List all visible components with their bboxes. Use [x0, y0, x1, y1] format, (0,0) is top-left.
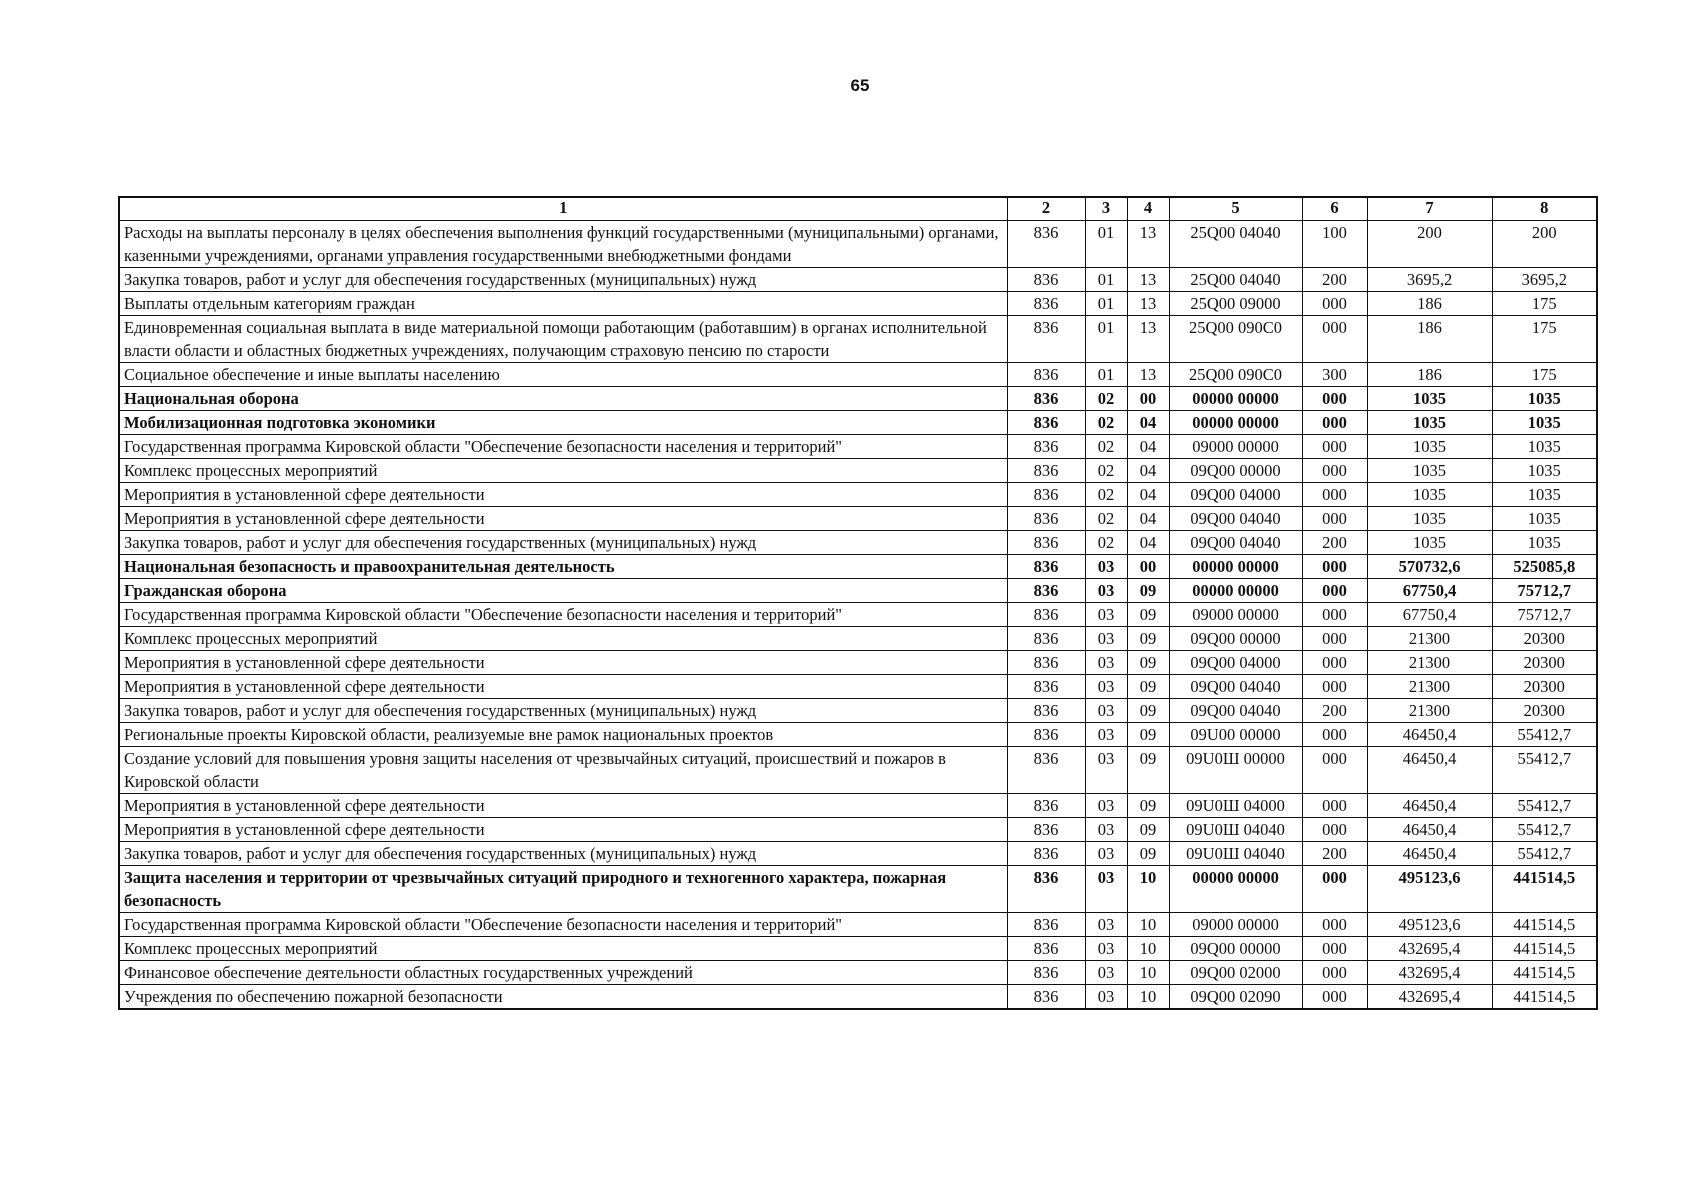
row-code-2: 836 — [1007, 603, 1085, 627]
row-value-8: 441514,5 — [1492, 913, 1597, 937]
header-row — [119, 197, 1597, 221]
row-code-4: 04 — [1127, 459, 1169, 483]
table-row — [119, 937, 1597, 961]
row-value-8: 175 — [1492, 363, 1597, 387]
row-name: Финансовое обеспечение деятельности областных государственных учреждений — [119, 961, 1007, 985]
row-code-4: 09 — [1127, 627, 1169, 651]
row-code-5: 00000 00000 — [1169, 411, 1302, 435]
row-code-6: 000 — [1302, 961, 1367, 985]
row-name: Комплекс процессных мероприятий — [119, 459, 1007, 483]
table-row — [119, 699, 1597, 723]
table-row — [119, 627, 1597, 651]
table-row — [119, 603, 1597, 627]
row-name: Создание условий для повышения уровня защиты населения от чрезвычайных ситуаций, происшествий и пожаров в Кировской области — [119, 747, 1007, 794]
row-code-4: 09 — [1127, 603, 1169, 627]
row-code-4: 04 — [1127, 411, 1169, 435]
row-name: Государственная программа Кировской области "Обеспечение безопасности населения и территорий" — [119, 603, 1007, 627]
row-name: Социальное обеспечение и иные выплаты населению — [119, 363, 1007, 387]
row-code-4: 00 — [1127, 555, 1169, 579]
table-row — [119, 555, 1597, 579]
row-code-6: 000 — [1302, 913, 1367, 937]
row-code-5: 25Q00 090C0 — [1169, 363, 1302, 387]
row-name: Единовременная социальная выплата в виде материальной помощи работающим (работавшим) в органах исполнительной власти области и областных бюджетных учреждениях, получающим страховую пенсию по старости — [119, 316, 1007, 363]
row-code-4: 09 — [1127, 579, 1169, 603]
row-code-5: 09Q00 04000 — [1169, 483, 1302, 507]
row-code-2: 836 — [1007, 818, 1085, 842]
row-code-6: 000 — [1302, 459, 1367, 483]
row-code-4: 13 — [1127, 363, 1169, 387]
row-value-8: 55412,7 — [1492, 794, 1597, 818]
row-value-8: 441514,5 — [1492, 961, 1597, 985]
row-name: Защита населения и территории от чрезвычайных ситуаций природного и техногенного характера, пожарная безопасность — [119, 866, 1007, 913]
row-code-4: 09 — [1127, 842, 1169, 866]
row-code-5: 09U00 00000 — [1169, 723, 1302, 747]
row-code-5: 00000 00000 — [1169, 387, 1302, 411]
row-code-5: 25Q00 09000 — [1169, 292, 1302, 316]
row-code-5: 25Q00 090C0 — [1169, 316, 1302, 363]
row-value-7: 67750,4 — [1367, 603, 1492, 627]
table-row — [119, 579, 1597, 603]
row-code-5: 09Q00 04040 — [1169, 675, 1302, 699]
row-code-6: 200 — [1302, 268, 1367, 292]
row-code-4: 04 — [1127, 483, 1169, 507]
row-code-2: 836 — [1007, 961, 1085, 985]
row-value-8: 441514,5 — [1492, 985, 1597, 1010]
row-code-3: 03 — [1085, 627, 1127, 651]
row-code-4: 09 — [1127, 651, 1169, 675]
row-value-8: 20300 — [1492, 699, 1597, 723]
row-value-7: 495123,6 — [1367, 866, 1492, 913]
row-code-5: 25Q00 04040 — [1169, 268, 1302, 292]
row-code-3: 02 — [1085, 411, 1127, 435]
row-code-6: 000 — [1302, 651, 1367, 675]
row-code-4: 13 — [1127, 316, 1169, 363]
row-code-4: 09 — [1127, 794, 1169, 818]
table-row — [119, 507, 1597, 531]
row-code-4: 10 — [1127, 985, 1169, 1010]
row-code-6: 000 — [1302, 723, 1367, 747]
row-code-2: 836 — [1007, 937, 1085, 961]
table-row — [119, 985, 1597, 1010]
row-code-3: 03 — [1085, 651, 1127, 675]
row-code-4: 09 — [1127, 675, 1169, 699]
row-value-8: 1035 — [1492, 459, 1597, 483]
row-code-6: 000 — [1302, 411, 1367, 435]
row-name: Закупка товаров, работ и услуг для обеспечения государственных (муниципальных) нужд — [119, 268, 1007, 292]
row-code-5: 00000 00000 — [1169, 866, 1302, 913]
row-code-3: 02 — [1085, 483, 1127, 507]
row-code-4: 00 — [1127, 387, 1169, 411]
row-value-8: 1035 — [1492, 483, 1597, 507]
row-value-8: 525085,8 — [1492, 555, 1597, 579]
row-name: Мероприятия в установленной сфере деятельности — [119, 507, 1007, 531]
row-value-7: 21300 — [1367, 699, 1492, 723]
row-code-2: 836 — [1007, 435, 1085, 459]
row-code-5: 25Q00 04040 — [1169, 221, 1302, 268]
row-code-6: 000 — [1302, 316, 1367, 363]
row-value-7: 1035 — [1367, 435, 1492, 459]
col-header: 4 — [1127, 197, 1169, 221]
row-code-5: 09Q00 02090 — [1169, 985, 1302, 1010]
row-code-6: 300 — [1302, 363, 1367, 387]
row-name: Комплекс процессных мероприятий — [119, 937, 1007, 961]
row-code-5: 09000 00000 — [1169, 913, 1302, 937]
row-code-6: 000 — [1302, 483, 1367, 507]
row-code-6: 200 — [1302, 699, 1367, 723]
row-value-8: 441514,5 — [1492, 866, 1597, 913]
row-value-8: 1035 — [1492, 387, 1597, 411]
table-row — [119, 459, 1597, 483]
col-header: 2 — [1007, 197, 1085, 221]
table-row — [119, 651, 1597, 675]
row-code-3: 02 — [1085, 387, 1127, 411]
row-name: Национальная оборона — [119, 387, 1007, 411]
row-value-8: 3695,2 — [1492, 268, 1597, 292]
row-code-2: 836 — [1007, 651, 1085, 675]
table-row — [119, 411, 1597, 435]
table-row — [119, 961, 1597, 985]
row-code-4: 09 — [1127, 818, 1169, 842]
row-code-2: 836 — [1007, 268, 1085, 292]
table-row — [119, 794, 1597, 818]
row-code-5: 09Q00 04040 — [1169, 699, 1302, 723]
table-row — [119, 842, 1597, 866]
col-header: 3 — [1085, 197, 1127, 221]
table-row — [119, 747, 1597, 794]
row-code-6: 000 — [1302, 603, 1367, 627]
col-header: 7 — [1367, 197, 1492, 221]
row-code-4: 09 — [1127, 699, 1169, 723]
row-code-3: 03 — [1085, 961, 1127, 985]
row-value-8: 200 — [1492, 221, 1597, 268]
row-code-5: 09Q00 04040 — [1169, 507, 1302, 531]
row-name: Мероприятия в установленной сфере деятельности — [119, 675, 1007, 699]
row-code-6: 000 — [1302, 387, 1367, 411]
row-code-3: 03 — [1085, 794, 1127, 818]
row-code-6: 000 — [1302, 579, 1367, 603]
row-value-7: 46450,4 — [1367, 794, 1492, 818]
row-code-6: 000 — [1302, 555, 1367, 579]
table-row — [119, 913, 1597, 937]
row-code-2: 836 — [1007, 842, 1085, 866]
row-value-7: 21300 — [1367, 651, 1492, 675]
row-value-7: 495123,6 — [1367, 913, 1492, 937]
row-code-2: 836 — [1007, 316, 1085, 363]
row-value-8: 75712,7 — [1492, 579, 1597, 603]
table-row — [119, 675, 1597, 699]
row-code-3: 03 — [1085, 842, 1127, 866]
row-value-7: 186 — [1367, 292, 1492, 316]
row-value-8: 20300 — [1492, 675, 1597, 699]
table-row — [119, 221, 1597, 268]
row-code-2: 836 — [1007, 459, 1085, 483]
row-code-2: 836 — [1007, 411, 1085, 435]
budget-table — [118, 196, 1598, 1010]
table-row — [119, 363, 1597, 387]
col-header: 8 — [1492, 197, 1597, 221]
row-code-3: 03 — [1085, 747, 1127, 794]
row-code-4: 10 — [1127, 937, 1169, 961]
row-value-7: 3695,2 — [1367, 268, 1492, 292]
row-code-6: 000 — [1302, 985, 1367, 1010]
row-code-6: 000 — [1302, 507, 1367, 531]
row-code-5: 09Q00 02000 — [1169, 961, 1302, 985]
row-value-7: 432695,4 — [1367, 985, 1492, 1010]
row-code-3: 03 — [1085, 937, 1127, 961]
row-name: Учреждения по обеспечению пожарной безопасности — [119, 985, 1007, 1010]
row-code-6: 100 — [1302, 221, 1367, 268]
row-code-5: 09Q00 04000 — [1169, 651, 1302, 675]
row-code-3: 03 — [1085, 866, 1127, 913]
row-code-3: 03 — [1085, 913, 1127, 937]
table-row — [119, 483, 1597, 507]
row-code-5: 09000 00000 — [1169, 603, 1302, 627]
row-value-7: 570732,6 — [1367, 555, 1492, 579]
row-code-3: 01 — [1085, 292, 1127, 316]
row-code-2: 836 — [1007, 675, 1085, 699]
row-value-8: 1035 — [1492, 435, 1597, 459]
row-code-5: 09U0Ш 04040 — [1169, 842, 1302, 866]
row-code-3: 03 — [1085, 579, 1127, 603]
row-name: Закупка товаров, работ и услуг для обеспечения государственных (муниципальных) нужд — [119, 699, 1007, 723]
row-name: Мероприятия в установленной сфере деятельности — [119, 483, 1007, 507]
row-value-8: 75712,7 — [1492, 603, 1597, 627]
row-code-5: 09U0Ш 00000 — [1169, 747, 1302, 794]
row-name: Региональные проекты Кировской области, реализуемые вне рамок национальных проектов — [119, 723, 1007, 747]
row-code-6: 000 — [1302, 794, 1367, 818]
row-code-5: 09000 00000 — [1169, 435, 1302, 459]
row-code-5: 09U0Ш 04000 — [1169, 794, 1302, 818]
row-code-2: 836 — [1007, 747, 1085, 794]
table-row — [119, 292, 1597, 316]
row-code-2: 836 — [1007, 579, 1085, 603]
row-code-3: 03 — [1085, 555, 1127, 579]
table-row — [119, 268, 1597, 292]
row-value-7: 46450,4 — [1367, 747, 1492, 794]
row-name: Закупка товаров, работ и услуг для обеспечения государственных (муниципальных) нужд — [119, 842, 1007, 866]
row-value-8: 1035 — [1492, 531, 1597, 555]
row-value-7: 67750,4 — [1367, 579, 1492, 603]
table-row — [119, 316, 1597, 363]
table-row — [119, 435, 1597, 459]
row-code-6: 000 — [1302, 866, 1367, 913]
row-code-4: 13 — [1127, 268, 1169, 292]
row-name: Государственная программа Кировской области "Обеспечение безопасности населения и территорий" — [119, 913, 1007, 937]
table-body — [119, 221, 1597, 1010]
row-code-6: 000 — [1302, 435, 1367, 459]
row-code-5: 09Q00 00000 — [1169, 627, 1302, 651]
row-value-7: 46450,4 — [1367, 818, 1492, 842]
row-code-3: 03 — [1085, 699, 1127, 723]
row-code-4: 10 — [1127, 961, 1169, 985]
row-value-8: 1035 — [1492, 411, 1597, 435]
row-value-8: 55412,7 — [1492, 818, 1597, 842]
row-name: Государственная программа Кировской области "Обеспечение безопасности населения и территорий" — [119, 435, 1007, 459]
row-code-3: 02 — [1085, 531, 1127, 555]
table-row — [119, 387, 1597, 411]
row-value-7: 186 — [1367, 316, 1492, 363]
row-value-7: 432695,4 — [1367, 937, 1492, 961]
col-header: 1 — [119, 197, 1007, 221]
row-code-4: 04 — [1127, 435, 1169, 459]
row-name: Мероприятия в установленной сфере деятельности — [119, 794, 1007, 818]
row-name: Гражданская оборона — [119, 579, 1007, 603]
row-code-3: 02 — [1085, 435, 1127, 459]
row-value-7: 200 — [1367, 221, 1492, 268]
row-code-2: 836 — [1007, 387, 1085, 411]
col-header: 6 — [1302, 197, 1367, 221]
col-header: 5 — [1169, 197, 1302, 221]
row-code-2: 836 — [1007, 555, 1085, 579]
row-code-3: 03 — [1085, 603, 1127, 627]
row-code-2: 836 — [1007, 794, 1085, 818]
table-row — [119, 531, 1597, 555]
row-value-7: 21300 — [1367, 675, 1492, 699]
row-code-4: 10 — [1127, 913, 1169, 937]
row-value-8: 55412,7 — [1492, 842, 1597, 866]
row-code-3: 01 — [1085, 268, 1127, 292]
row-value-8: 1035 — [1492, 507, 1597, 531]
row-value-7: 1035 — [1367, 387, 1492, 411]
row-name: Выплаты отдельным категориям граждан — [119, 292, 1007, 316]
row-code-3: 02 — [1085, 459, 1127, 483]
row-code-6: 200 — [1302, 531, 1367, 555]
row-code-2: 836 — [1007, 221, 1085, 268]
row-code-2: 836 — [1007, 363, 1085, 387]
row-code-3: 01 — [1085, 363, 1127, 387]
row-value-7: 1035 — [1367, 531, 1492, 555]
row-code-6: 000 — [1302, 292, 1367, 316]
row-code-6: 000 — [1302, 675, 1367, 699]
row-name: Расходы на выплаты персоналу в целях обеспечения выполнения функций государственными (муниципальными) органами, казенными учреждениями, органами управления государственными внебюджетными фондами — [119, 221, 1007, 268]
row-value-7: 432695,4 — [1367, 961, 1492, 985]
row-code-2: 836 — [1007, 913, 1085, 937]
row-code-4: 13 — [1127, 221, 1169, 268]
table-row — [119, 866, 1597, 913]
row-value-8: 175 — [1492, 292, 1597, 316]
row-code-2: 836 — [1007, 483, 1085, 507]
row-code-6: 000 — [1302, 747, 1367, 794]
row-name: Мероприятия в установленной сфере деятельности — [119, 651, 1007, 675]
row-code-2: 836 — [1007, 866, 1085, 913]
row-code-5: 09Q00 00000 — [1169, 937, 1302, 961]
row-code-3: 02 — [1085, 507, 1127, 531]
row-code-6: 000 — [1302, 627, 1367, 651]
row-code-2: 836 — [1007, 699, 1085, 723]
row-code-6: 000 — [1302, 818, 1367, 842]
table-row — [119, 723, 1597, 747]
row-value-8: 441514,5 — [1492, 937, 1597, 961]
row-code-4: 04 — [1127, 507, 1169, 531]
row-code-4: 13 — [1127, 292, 1169, 316]
row-code-4: 09 — [1127, 723, 1169, 747]
row-code-6: 000 — [1302, 937, 1367, 961]
row-code-2: 836 — [1007, 723, 1085, 747]
row-name: Закупка товаров, работ и услуг для обеспечения государственных (муниципальных) нужд — [119, 531, 1007, 555]
page-number: 65 — [850, 76, 870, 95]
row-name: Мобилизационная подготовка экономики — [119, 411, 1007, 435]
row-value-7: 46450,4 — [1367, 842, 1492, 866]
row-code-3: 01 — [1085, 316, 1127, 363]
row-code-2: 836 — [1007, 531, 1085, 555]
row-value-7: 1035 — [1367, 507, 1492, 531]
row-code-3: 03 — [1085, 985, 1127, 1010]
row-name: Национальная безопасность и правоохранительная деятельность — [119, 555, 1007, 579]
row-value-8: 55412,7 — [1492, 723, 1597, 747]
row-code-4: 04 — [1127, 531, 1169, 555]
row-code-5: 00000 00000 — [1169, 579, 1302, 603]
row-code-4: 09 — [1127, 747, 1169, 794]
row-value-8: 20300 — [1492, 627, 1597, 651]
row-code-3: 01 — [1085, 221, 1127, 268]
row-value-7: 21300 — [1367, 627, 1492, 651]
row-code-2: 836 — [1007, 627, 1085, 651]
row-code-4: 10 — [1127, 866, 1169, 913]
row-code-3: 03 — [1085, 675, 1127, 699]
row-code-5: 09Q00 04040 — [1169, 531, 1302, 555]
row-value-8: 55412,7 — [1492, 747, 1597, 794]
row-code-3: 03 — [1085, 723, 1127, 747]
row-value-8: 175 — [1492, 316, 1597, 363]
row-code-2: 836 — [1007, 985, 1085, 1010]
row-value-7: 186 — [1367, 363, 1492, 387]
row-value-8: 20300 — [1492, 651, 1597, 675]
row-code-5: 09Q00 00000 — [1169, 459, 1302, 483]
row-code-5: 09U0Ш 04040 — [1169, 818, 1302, 842]
row-value-7: 46450,4 — [1367, 723, 1492, 747]
table-row — [119, 818, 1597, 842]
row-code-5: 00000 00000 — [1169, 555, 1302, 579]
row-value-7: 1035 — [1367, 459, 1492, 483]
row-code-3: 03 — [1085, 818, 1127, 842]
row-value-7: 1035 — [1367, 483, 1492, 507]
row-code-2: 836 — [1007, 292, 1085, 316]
row-code-6: 200 — [1302, 842, 1367, 866]
row-code-2: 836 — [1007, 507, 1085, 531]
row-name: Мероприятия в установленной сфере деятельности — [119, 818, 1007, 842]
row-name: Комплекс процессных мероприятий — [119, 627, 1007, 651]
row-value-7: 1035 — [1367, 411, 1492, 435]
